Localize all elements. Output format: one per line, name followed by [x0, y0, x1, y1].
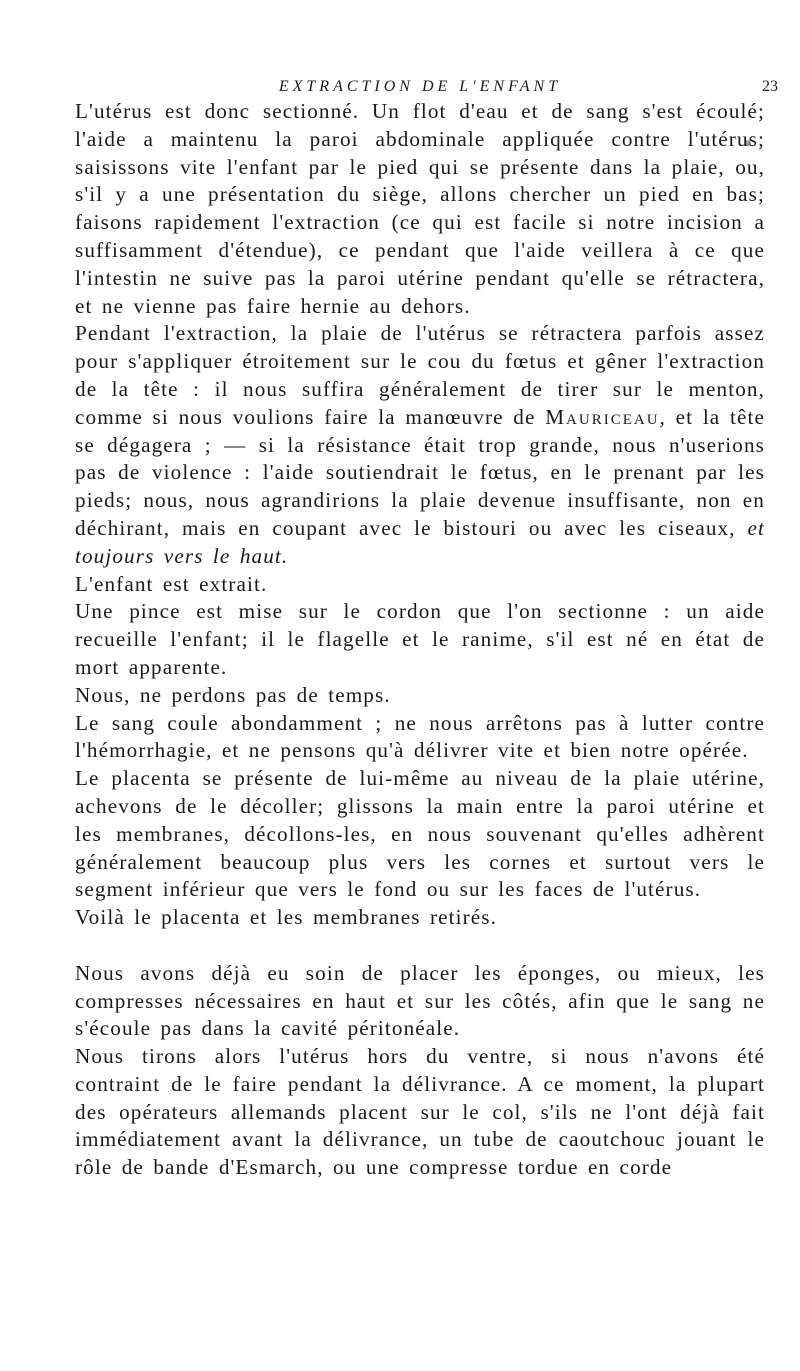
text-run: L'utérus est donc sectionné. Un flot d'eau et de sang s'est écoulé; l'aide a maintenu la paroi abdominale appliquée contre l'utérus; saisissons vite l'enfant par le pied qui se présente dans la plaie, ou, s'il y a une présentation du siège, allons chercher un pied en bas; faisons rapidement l'extraction (ce qui est facile si notre incision a suffisamment d'étendue), ce pendant que l'aide veillera à ce que l'intestin ne suive pas la paroi utérine pendant qu'elle se rétractera, et ne vienne pas faire hernie au dehors. — [75, 99, 765, 318]
text-run: , et la tête se dégagera ; — si la résistance était trop grande, nous n'userions pas de violence : l'aide soutiendrait le fœtus, en le prenant par les pieds; nous, nous agrandirions la plaie devenue insuffisante, non en déchirant, mais en coupant avec le bistouri ou avec les ciseaux, — [75, 404, 765, 540]
paragraph — [75, 710, 765, 766]
paragraph — [75, 1043, 765, 1182]
text-run: Nous, ne perdons pas de temps. — [75, 682, 391, 707]
running-head — [0, 74, 800, 100]
text-run: Nous avons déjà eu soin de placer les éponges, ou mieux, les compresses nécessaires en haut et sur les côtés, afin que le sang ne s'écoule pas dans la cavité péritonéale. — [75, 960, 765, 1041]
paragraph — [75, 682, 765, 710]
page-number: 23 — [762, 78, 778, 95]
paragraph — [75, 904, 765, 932]
text-run: L'enfant est extrait. — [75, 571, 268, 596]
paragraph — [75, 98, 765, 320]
text-run: Le placenta se présente de lui-même au niveau de la plaie utérine, achevons de le décoller; glissons la main entre la paroi utérine et les membranes, décollons-les, en nous souvenant qu'elles adhèrent généralement beaucoup plus vers les cornes et surtout vers le segment inférieur que vers le fond ou sur les faces de l'utérus. — [75, 766, 765, 902]
author-name: Mauriceau — [545, 404, 660, 429]
text-run: Pendant l'extraction, la plaie de l'utérus se rétractera parfois assez pour s'appliquer étroitement sur le cou du fœtus et gêner l'extraction de la tête : il nous suffira généralement de tirer sur le menton, comme si nous voulions faire la manœuvre de — [75, 321, 765, 429]
text-run: Une pince est mise sur le cordon que l'on sectionne : un aide recueille l'enfant; il le flagelle et le ranime, s'il est né en état de mort apparente. — [75, 599, 765, 679]
paragraph — [75, 960, 765, 1043]
text-run: Le sang coule abondamment ; ne nous arrêtons pas à lutter contre l'hémorrhagie, et ne pensons qu'à délivrer vite et bien notre opérée. — [75, 710, 765, 763]
running-title: EXTRACTION DE L'ENFANT — [278, 78, 562, 95]
paragraph — [75, 765, 765, 904]
text-run: Nous tirons alors l'utérus hors du ventre, si nous n'avons été contraint de le faire pendant la délivrance. A ce moment, la plupart des opérateurs allemands placent sur le col, s'ils ne l'ont déjà fait immédiatement avant la délivrance, un tube de caoutchouc jouant le rôle de bande d'Esmarch, ou une compresse tordue en corde — [75, 1044, 765, 1180]
paragraph — [75, 571, 765, 599]
body-text — [75, 98, 765, 1182]
text-run: Voilà le placenta et les membranes retirés. — [75, 905, 498, 930]
paragraph — [75, 598, 765, 681]
paragraph — [75, 320, 765, 570]
emphasis-text: et toujours vers le haut. — [75, 515, 765, 568]
